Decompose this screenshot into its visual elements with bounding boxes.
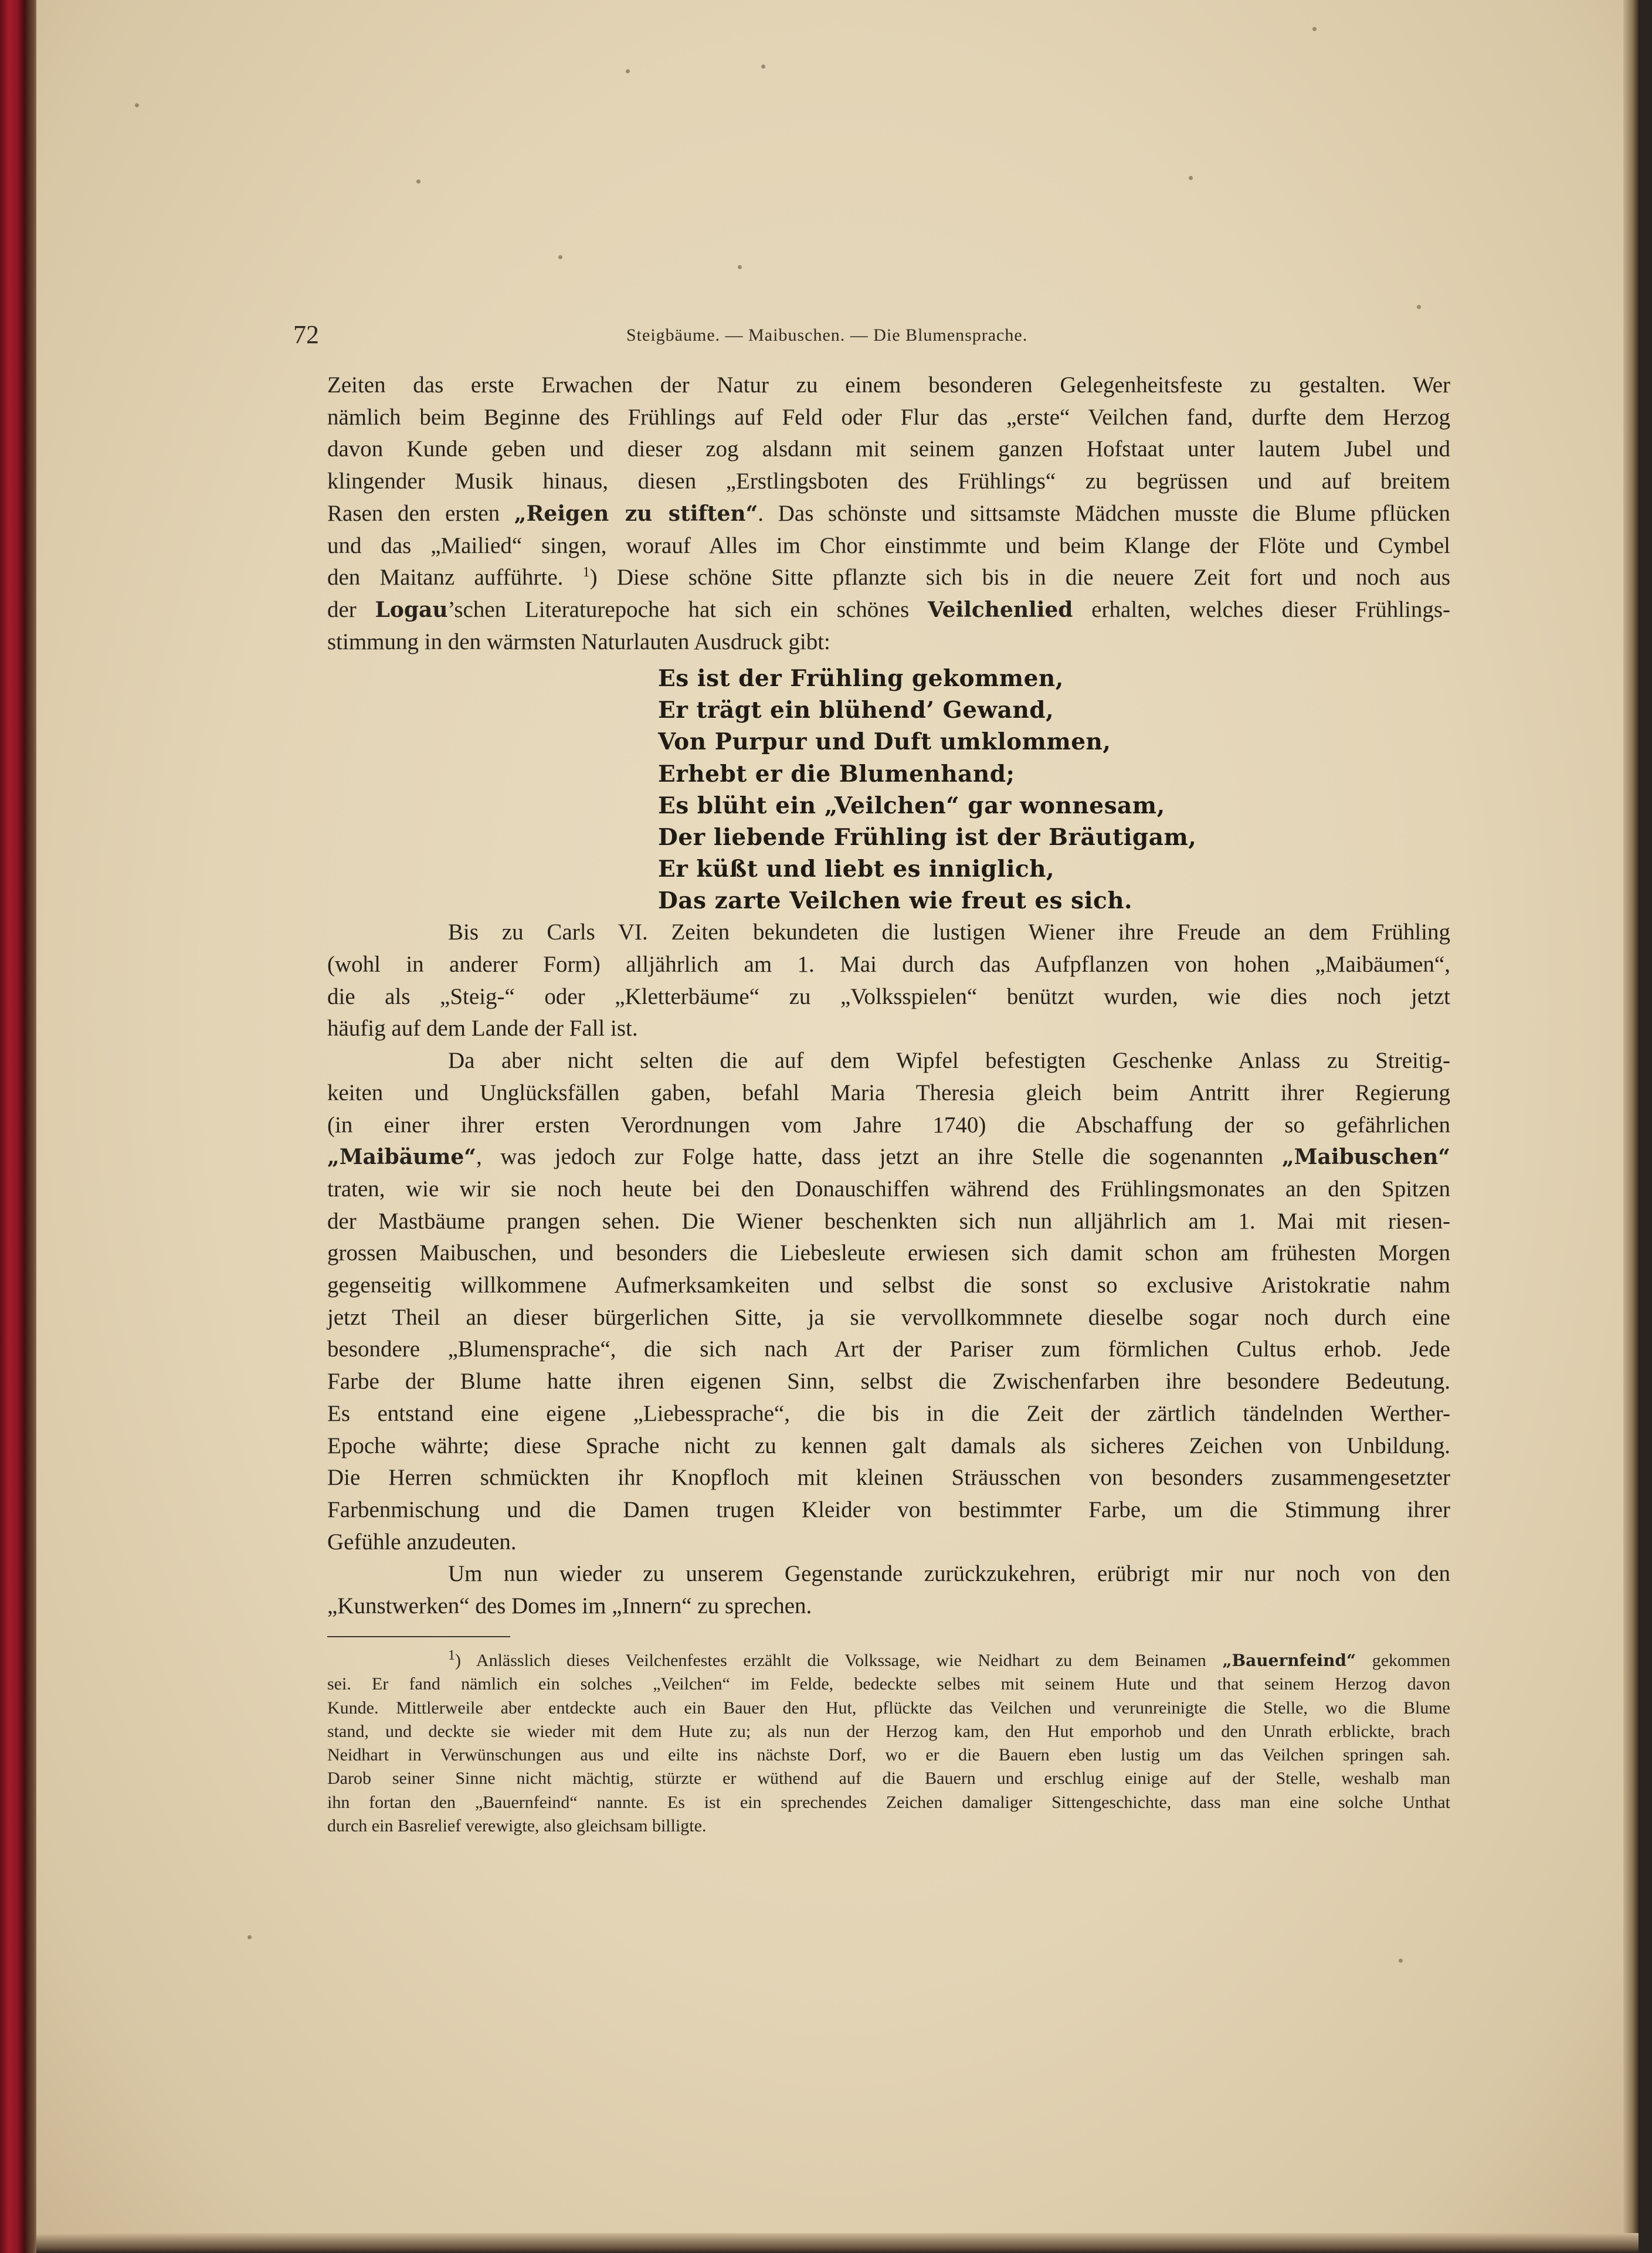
footnote-line: sei. Er fand nämlich ein solches „Veilchen“ im Felde, bedeckte selbes mit seinem Hute und that seinem Herzog davon — [327, 1674, 1450, 1694]
poem-line: Das zarte Veilchen wie freut es sich. — [658, 887, 1133, 915]
text-line: den Maitanz aufführte. $^1$) Diese schöne Sitte pflanzte sich bis in die neuere Zeit fort und noch aus — [327, 565, 1450, 591]
footnote-line: Neidhart in Verwünschungen aus und eilte ins nächste Dorf, wo er die Bauern eben lustig um das Veilchen springen sah. — [327, 1745, 1450, 1765]
blackletter-word: Veilchenlied — [928, 597, 1073, 622]
text-line: der Mastbäume prangen sehen. Die Wiener beschenkten sich nun alljährlich am 1. Mai mit riesen- — [327, 1208, 1450, 1234]
footnote-line: Kunde. Mittlerweile aber entdeckte auch ein Bauer den Hut, pflückte das Veilchen und verunreinigte die Stelle, wo die Blume — [327, 1698, 1450, 1718]
paper-speck — [247, 1935, 252, 1939]
poem-line: Erhebt er die Blumenhand; — [658, 760, 1015, 788]
poem-line: Der liebende Frühling ist der Bräutigam, — [658, 824, 1197, 851]
text-line: Farbenmischung und die Damen trugen Kleider von bestimmter Farbe, um die Stimmung ihrer — [327, 1497, 1450, 1522]
text-line: gegenseitig willkommene Aufmerksamkeiten und selbst die sonst so exclusive Aristokratie nahm — [327, 1273, 1450, 1298]
text-line: Gefühle anzudeuten. — [327, 1529, 517, 1555]
footnote-marker: 1 — [582, 565, 590, 581]
running-title: Steigbäume. — Maibuschen. — Die Blumensprache. — [626, 325, 1028, 345]
text-line: traten, wie wir sie noch heute bei den Donauschiffen während des Frühlingsmonates an den Spitzen — [327, 1176, 1450, 1202]
text-line: Da aber nicht selten die auf dem Wipfel befestigten Geschenke Anlass zu Streitig- — [448, 1048, 1450, 1074]
page-bottom-edge — [36, 2233, 1639, 2253]
text-line: Um nun wieder zu unserem Gegenstande zurückzukehren, erübrigt mir nur noch von den — [448, 1561, 1450, 1587]
paper-speck — [1189, 176, 1193, 180]
poem-line: Von Purpur und Duft umklommen, — [658, 728, 1111, 756]
text-line: jetzt Theil an dieser bürgerlichen Sitte, ja sie vervollkommnete dieselbe sogar noch durch eine — [327, 1304, 1450, 1330]
text-line: Die Herren schmückten ihr Knopfloch mit kleinen Sträusschen von besonders zusammengesetzter — [327, 1465, 1450, 1491]
text-line: (in einer ihrer ersten Verordnungen vom Jahre 1740) die Abschaffung der so gefährlichen — [327, 1112, 1450, 1138]
text-line: nämlich beim Beginne des Frühlings auf Feld oder Flur das „erste“ Veilchen fand, durfte dem Herzog — [327, 404, 1450, 430]
main-text — [327, 369, 1450, 1623]
paper-speck — [416, 179, 420, 184]
text-line: Zeiten das erste Erwachen der Natur zu einem besonderen Gelegenheitsfeste zu gestalten. Wer — [327, 372, 1450, 398]
text-line: „Maibäume“, was jedoch zur Folge hatte, dass jetzt an ihre Stelle die sogenannten „Maibuschen“ — [327, 1144, 1450, 1170]
poem-line: Es blüht ein „Veilchen“ gar wonnesam, — [658, 792, 1165, 819]
footnote-line: stand, und deckte sie wieder mit dem Hute zu; als nun der Herzog kam, den Hut emporhob und den Unrath erblickte, brach — [327, 1721, 1450, 1741]
text-line: besondere „Blumensprache“, die sich nach Art der Pariser zum förmlichen Cultus erhob. Jede — [327, 1336, 1450, 1362]
paper-speck — [1312, 27, 1317, 31]
poem-line: Er küßt und liebt es inniglich, — [658, 856, 1055, 883]
text-line: davon Kunde geben und dieser zog alsdann mit seinem ganzen Hofstaat unter lautem Jubel und — [327, 436, 1450, 462]
blackletter-phrase: „Reigen zu stiften“ — [514, 501, 758, 526]
paper-speck — [1417, 305, 1421, 309]
text-line: Bis zu Carls VI. Zeiten bekundeten die lustigen Wiener ihre Freude an dem Frühling — [448, 919, 1450, 945]
text-line: Farbe der Blume hatte ihren eigenen Sinn, selbst die Zwischenfarben ihre besondere Bedeutung. — [327, 1369, 1450, 1394]
page-number: 72 — [293, 320, 319, 349]
text-line: stimmung in den wärmsten Naturlauten Ausdruck gibt: — [327, 629, 830, 654]
poem-veilchenlied — [658, 663, 1196, 917]
text-line: „Kunstwerken“ des Domes im „Innern“ zu sprechen. — [327, 1593, 812, 1619]
text-line: (wohl in anderer Form) alljährlich am 1. Mai durch das Aufpflanzen von hohen „Maibäumen“, — [327, 952, 1450, 978]
blackletter-word: „Maibuschen“ — [1281, 1145, 1450, 1170]
text-line: die als „Steig-“ oder „Kletterbäume“ zu „Volksspielen“ benützt wurden, wie dies noch jetzt — [327, 983, 1450, 1009]
text-line: Rasen den ersten „Reigen zu stiften“. Das schönste und sittsamste Mädchen musste die Blume pflücken — [327, 500, 1450, 526]
text-line: häufig auf dem Lande der Fall ist. — [327, 1016, 638, 1041]
footnote-line: durch ein Basrelief verewigte, also gleichsam billigte. — [327, 1816, 707, 1836]
paper-speck — [626, 69, 630, 73]
paper-speck — [135, 103, 139, 107]
footnote-marker: 1 — [448, 1648, 455, 1663]
paper-speck — [738, 265, 742, 269]
text-line: keiten und Unglücksfällen gaben, befahl Maria Theresia gleich beim Antritt ihrer Regierung — [327, 1080, 1450, 1105]
paper-speck — [761, 65, 765, 69]
footnote-divider — [327, 1636, 510, 1637]
text-line: Epoche währte; diese Sprache nicht zu kennen galt damals als sicheres Zeichen von Unbildung. — [327, 1433, 1450, 1458]
footnote-line: ihn fortan den „Bauernfeind“ nannte. Es ist ein sprechendes Zeichen damaliger Sittengeschichte, dass man eine solche Unthat — [327, 1792, 1450, 1812]
text-line: grossen Maibuschen, und besonders die Liebesleute erwiesen sich damit schon am frühesten Morgen — [327, 1240, 1450, 1266]
blackletter-word: „Maibäume“ — [327, 1145, 476, 1170]
blackletter-word: Logau — [375, 597, 448, 622]
footnote-line: Darob seiner Sinne nicht mächtig, stürzte er wüthend auf die Bauern und erschlug einige auf der Stelle, weshalb man — [327, 1769, 1450, 1789]
paper-speck — [1399, 1959, 1403, 1963]
page-right-edge — [1623, 0, 1639, 2253]
paper-speck — [558, 255, 562, 259]
poem-line: Er trägt ein blühend’ Gewand, — [658, 697, 1054, 724]
poem-line: Es ist der Frühling gekommen, — [658, 665, 1064, 692]
text-line: der Logau’schen Literaturepoche hat sich ein schönes Veilchenlied erhalten, welches dieser Frühlings- — [327, 596, 1450, 622]
text-line: und das „Mailied“ singen, worauf Alles im Chor einstimmte und beim Klange der Flöte und Cymbel — [327, 532, 1450, 558]
book-binding — [0, 0, 25, 2253]
footnote-line: $^1$) Anlässlich dieses Veilchenfestes erzählt die Volkssage, wie Neidhart zu dem Beinamen „Bauernfeind“ gekommen — [448, 1648, 1450, 1670]
text-line: klingender Musik hinaus, diesen „Erstlingsboten des Frühlings“ zu begrüssen und auf breitem — [327, 469, 1450, 494]
footnote — [327, 1649, 1450, 1838]
text-line: Es entstand eine eigene „Liebessprache“, die bis in die Zeit der zärtlich tändelnden Werther- — [327, 1400, 1450, 1426]
blackletter-word: „Bauernfeind“ — [1222, 1651, 1356, 1670]
